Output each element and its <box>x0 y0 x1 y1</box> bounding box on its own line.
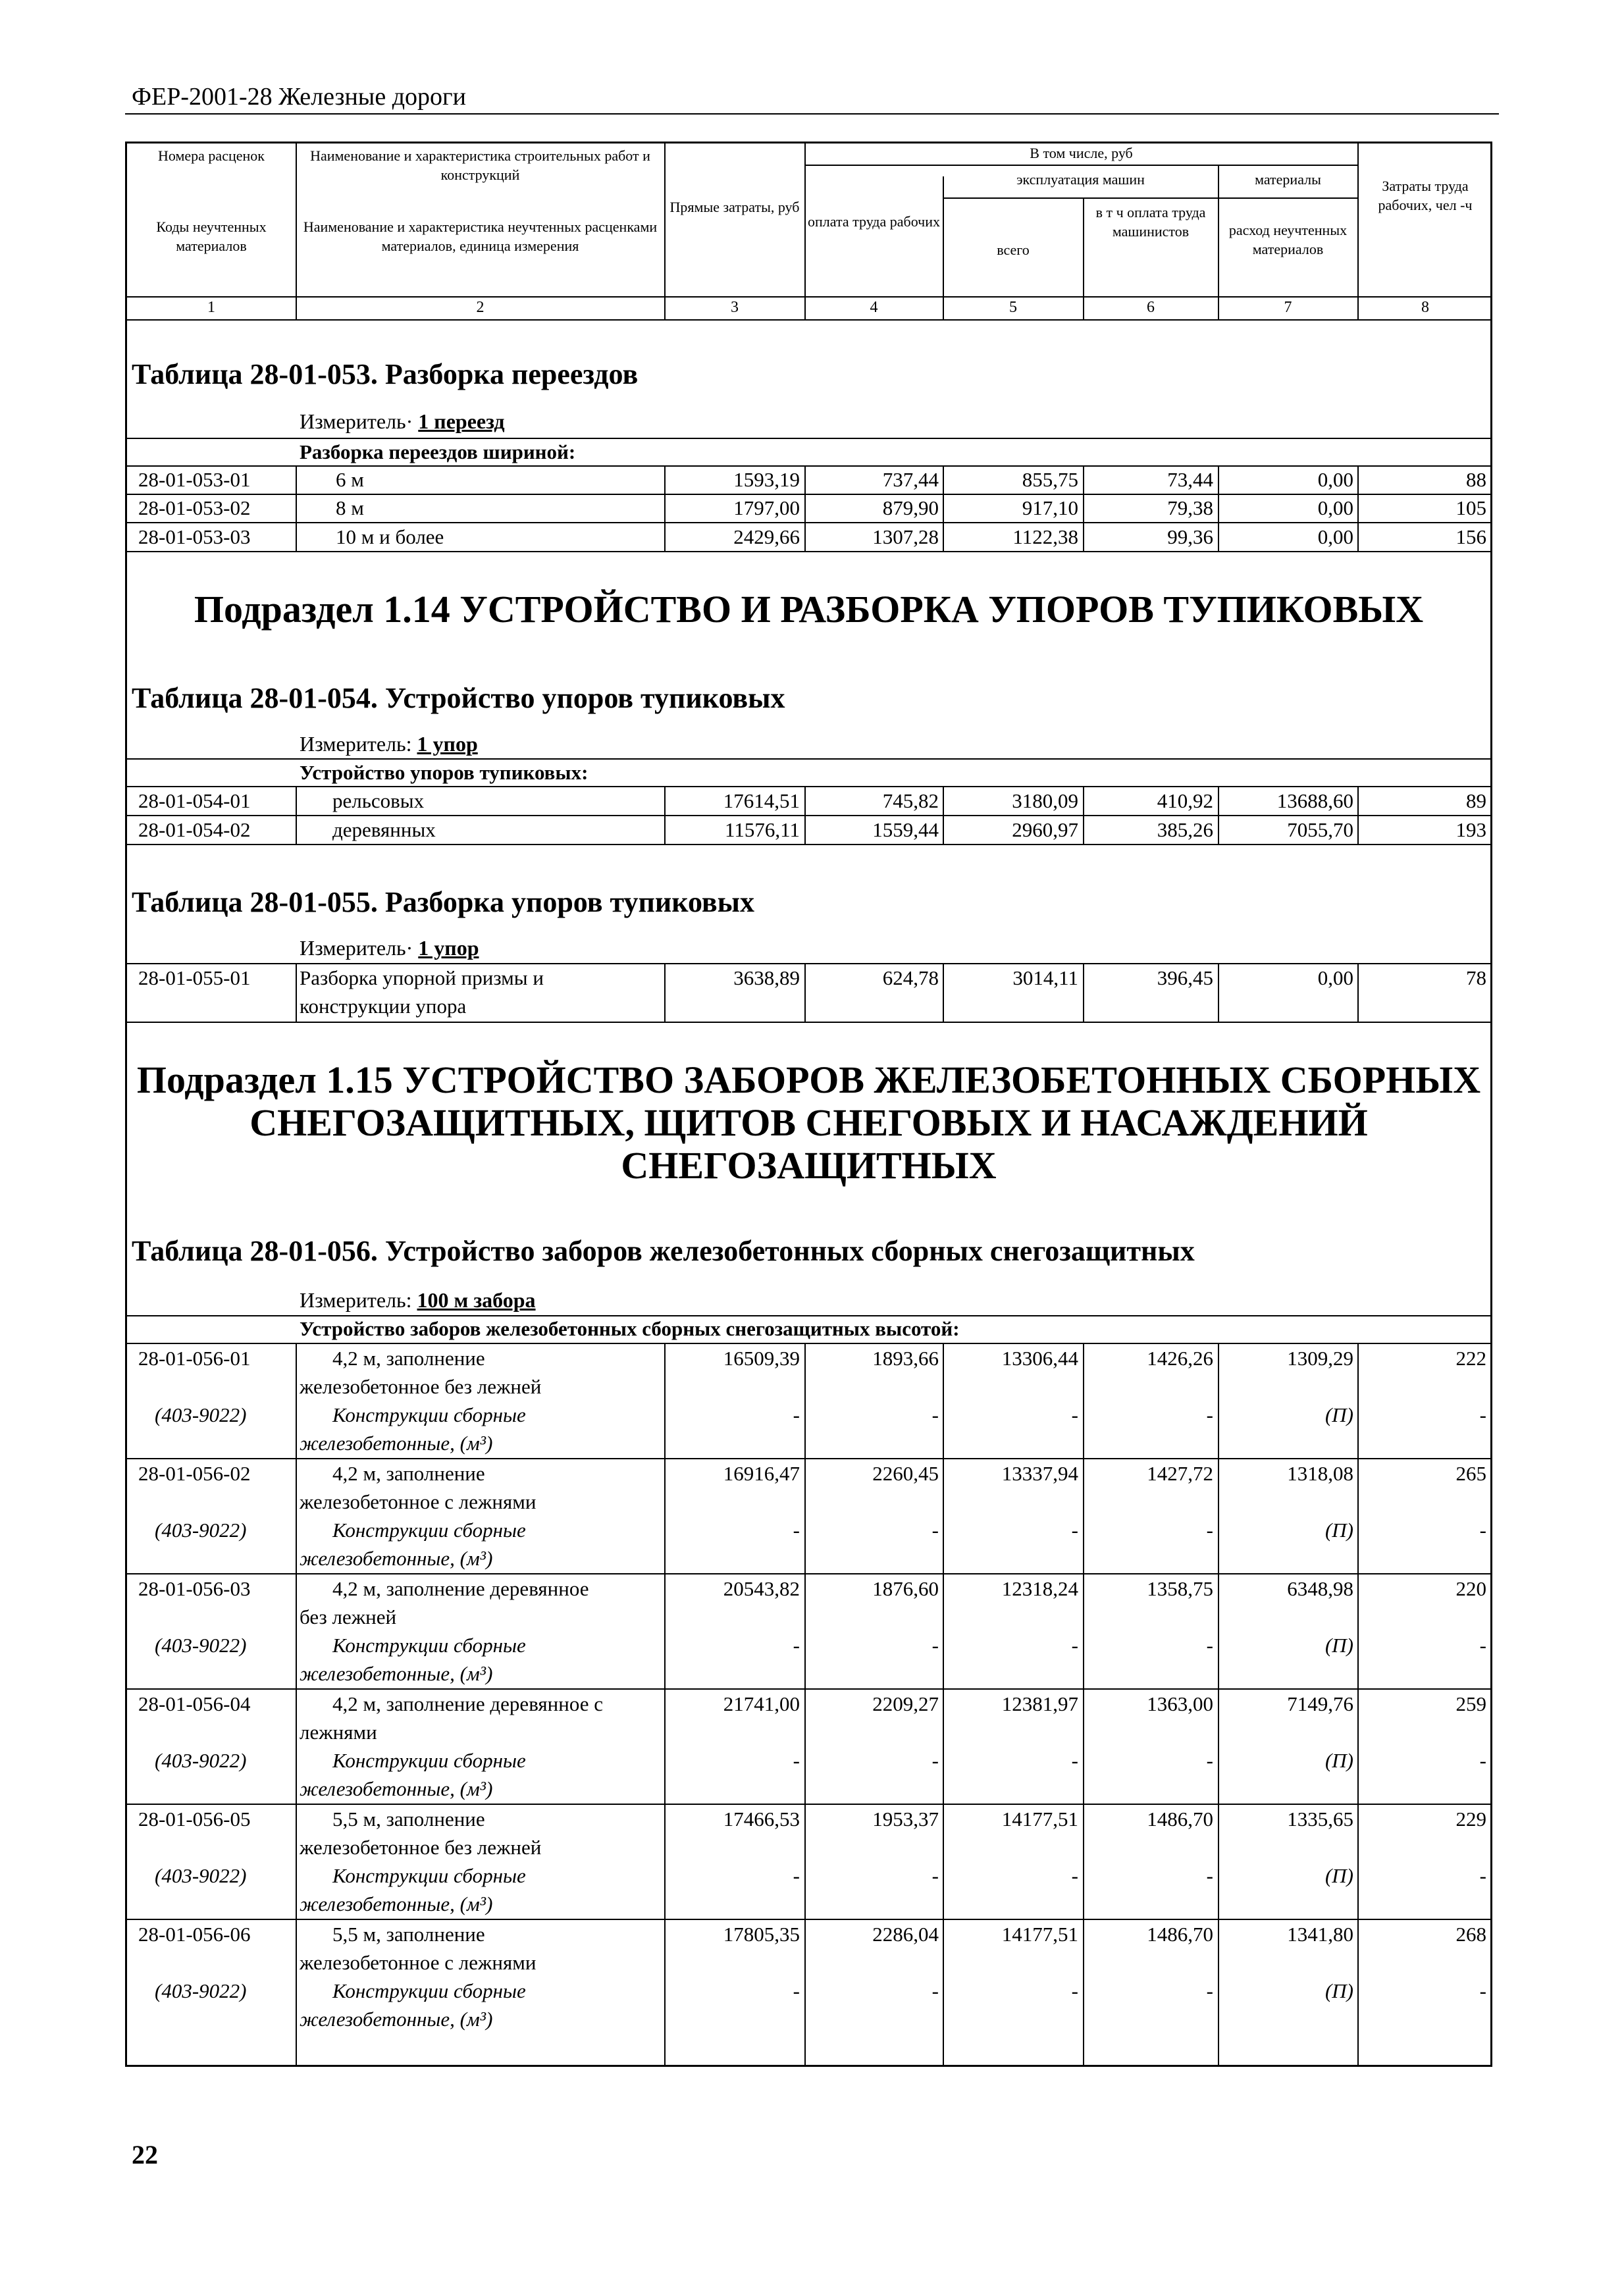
dash-cell: - <box>793 1634 800 1657</box>
cell-materials: 6348,98 <box>1287 1577 1353 1600</box>
cell-machinist-pay: 79,38 <box>1167 496 1213 519</box>
v-divider <box>804 786 806 844</box>
dash-cell: - <box>793 1403 800 1426</box>
cell-materials: 7055,70 <box>1287 818 1353 841</box>
row-code: 28-01-056-06 <box>138 1923 251 1946</box>
material-code: (403-9022) <box>155 1634 247 1657</box>
cell-labor-hours: 105 <box>1455 496 1486 519</box>
material-flag: (П) <box>1324 1864 1353 1887</box>
cell-machines-total: 13306,44 <box>1001 1347 1078 1370</box>
cell-materials: 7149,76 <box>1287 1692 1353 1715</box>
cell-labor-hours: 89 <box>1466 789 1486 812</box>
h-divider <box>804 165 1357 166</box>
cell-machines-total: 13337,94 <box>1001 1462 1078 1485</box>
row-name <box>300 1920 662 1977</box>
v-divider <box>1357 786 1359 844</box>
row-code: 28-01-055-01 <box>138 966 251 989</box>
h-divider <box>125 465 1492 467</box>
v-divider <box>296 142 297 319</box>
column-number: 6 <box>1147 299 1155 316</box>
cell-direct-costs: 2429,66 <box>733 525 800 548</box>
cell-machines-total: 2960,97 <box>1012 818 1078 841</box>
cell-direct-costs: 21741,00 <box>723 1692 800 1715</box>
dash-cell: - <box>1071 1749 1078 1772</box>
cell-labor-pay: 1893,66 <box>872 1347 939 1370</box>
dash-cell: - <box>1206 1403 1213 1426</box>
cell-machinist-pay: 1486,70 <box>1147 1923 1213 1946</box>
material-name-line: Конструкции сборные <box>332 1749 526 1772</box>
cell-labor-pay: 2260,45 <box>872 1462 939 1485</box>
row-code: 28-01-056-05 <box>138 1807 251 1831</box>
cell-labor-pay: 1876,60 <box>872 1577 939 1600</box>
cell-labor-pay: 2209,27 <box>872 1692 939 1715</box>
h-divider <box>125 758 1492 760</box>
row-name-line: 4,2 м, заполнение <box>332 1462 485 1485</box>
dash-cell: - <box>793 1519 800 1542</box>
v-divider <box>1357 465 1359 551</box>
cell-labor-hours: 268 <box>1455 1923 1486 1946</box>
page-number: 22 <box>132 2140 158 2170</box>
v-divider <box>943 1343 944 2067</box>
col5-header: всего <box>997 242 1030 258</box>
row-code: 28-01-056-03 <box>138 1577 251 1600</box>
cell-labor-hours: 259 <box>1455 1692 1486 1715</box>
v-divider <box>1083 786 1084 844</box>
material-name-line: железобетонные, (м³) <box>300 1777 493 1800</box>
col4-header: оплата труда рабочих <box>808 213 940 230</box>
dash-cell: - <box>931 1749 939 1772</box>
cell-labor-hours: 156 <box>1455 525 1486 548</box>
dash-cell: - <box>793 1979 800 2002</box>
material-name <box>300 1401 662 1457</box>
v-divider <box>1083 197 1084 319</box>
row-name: 6 м <box>336 468 364 491</box>
column-number: 3 <box>731 299 739 316</box>
cell-direct-costs: 1593,19 <box>733 468 800 491</box>
cell-machinist-pay: 99,36 <box>1167 525 1213 548</box>
row-code: 28-01-054-02 <box>138 818 251 841</box>
cell-machinist-pay: 1358,75 <box>1147 1577 1213 1600</box>
cell-direct-costs: 11576,11 <box>725 818 800 841</box>
v-divider <box>664 786 666 844</box>
row-name: 8 м <box>336 496 364 519</box>
material-code: (403-9022) <box>155 1864 247 1887</box>
cell-machinist-pay: 396,45 <box>1157 966 1213 989</box>
cell-labor-hours: 78 <box>1466 966 1486 989</box>
row-code: 28-01-056-02 <box>138 1462 251 1485</box>
cell-labor-pay: 1953,37 <box>872 1807 939 1831</box>
col1-header-bottom: Коды неучтенных материалов <box>156 219 267 254</box>
materials-header: материалы <box>1255 171 1321 188</box>
material-code: (403-9022) <box>155 1749 247 1772</box>
measure-unit: Измеритель· 1 переезд <box>300 409 505 433</box>
cell-labor-hours: 222 <box>1455 1347 1486 1370</box>
dash-cell: - <box>1206 1634 1213 1657</box>
row-name <box>300 1805 662 1861</box>
measure-unit: Измеритель: 100 м забора <box>300 1288 536 1312</box>
material-flag: (П) <box>1324 1634 1353 1657</box>
dash-cell: - <box>1479 1749 1486 1772</box>
cell-machines-total: 1122,38 <box>1012 525 1078 548</box>
v-divider <box>664 142 666 319</box>
dash-cell: - <box>1206 1864 1213 1887</box>
v-divider <box>664 465 666 551</box>
col2-header-top: Наименование и характеристика строительных работ и конструкций <box>310 147 650 183</box>
h-divider <box>125 522 1492 523</box>
v-divider <box>1083 1343 1084 2067</box>
h-divider <box>125 963 1492 964</box>
v-divider <box>804 465 806 551</box>
material-name <box>300 1746 662 1803</box>
material-flag: (П) <box>1324 1979 1353 2002</box>
cell-labor-pay: 1559,44 <box>872 818 939 841</box>
row-name-line: железобетонное без лежней <box>300 1375 542 1398</box>
cell-machines-total: 12381,97 <box>1001 1692 1078 1715</box>
col6-header: в т ч оплата труда машинистов <box>1095 204 1206 240</box>
v-divider <box>1357 1343 1359 2067</box>
cell-machines-total: 3180,09 <box>1012 789 1078 812</box>
row-name: 10 м и более <box>336 525 444 548</box>
row-name: деревянных <box>332 818 436 841</box>
cell-materials: 1335,65 <box>1287 1807 1353 1831</box>
cell-materials: 1318,08 <box>1287 1462 1353 1485</box>
h-divider <box>125 438 1492 439</box>
row-name <box>300 1459 662 1516</box>
row-name-line: железобетонное с лежнями <box>300 1490 537 1513</box>
cell-labor-hours: 88 <box>1466 468 1486 491</box>
material-name <box>300 1977 662 2033</box>
v-divider <box>1218 786 1219 844</box>
cell-direct-costs: 3638,89 <box>733 966 800 989</box>
material-name-line: железобетонные, (м³) <box>300 1662 493 1685</box>
subsection-heading: СНЕГОЗАЩИТНЫХ, ЩИТОВ СНЕГОВЫХ И НАСАЖДЕНИЙ <box>249 1101 1368 1144</box>
v-divider <box>804 1343 806 2067</box>
dash-cell: - <box>1071 1519 1078 1542</box>
material-name-line: железобетонные, (м³) <box>300 1432 493 1455</box>
v-divider <box>1218 1343 1219 2067</box>
dash-cell: - <box>793 1749 800 1772</box>
v-divider <box>1218 963 1219 1022</box>
col3-header: Прямые затраты, руб <box>669 199 800 215</box>
dash-cell: - <box>931 1864 939 1887</box>
including-header: В том числе, руб <box>1030 145 1133 161</box>
cell-direct-costs: 17614,51 <box>723 789 800 812</box>
dash-cell: - <box>931 1519 939 1542</box>
cell-machinist-pay: 1363,00 <box>1147 1692 1213 1715</box>
column-number: 2 <box>476 299 485 316</box>
machines-header: эксплуатация машин <box>1016 171 1145 188</box>
row-name-line: 5,5 м, заполнение <box>332 1923 485 1946</box>
cell-machines-total: 855,75 <box>1022 468 1078 491</box>
cell-labor-pay: 2286,04 <box>872 1923 939 1946</box>
material-name-line: железобетонные, (м³) <box>300 1892 493 1915</box>
col8-header: Затраты труда рабочих, чел -ч <box>1378 178 1473 213</box>
dash-cell: - <box>1071 1979 1078 2002</box>
material-name-line: Конструкции сборные <box>332 1403 526 1426</box>
row-name-line: 4,2 м, заполнение деревянное <box>332 1577 589 1600</box>
material-name-line: железобетонные, (м³) <box>300 1547 493 1570</box>
row-name-line: без лежней <box>300 1605 397 1628</box>
row-name: рельсовых <box>332 789 425 812</box>
material-code: (403-9022) <box>155 1979 247 2002</box>
measure-unit: Измеритель· 1 упор <box>300 936 479 960</box>
cell-machines-total: 12318,24 <box>1001 1577 1078 1600</box>
material-name-line: Конструкции сборные <box>332 1634 526 1657</box>
cell-machinist-pay: 73,44 <box>1167 468 1213 491</box>
dash-cell: - <box>1206 1979 1213 2002</box>
row-code: 28-01-056-01 <box>138 1347 251 1370</box>
dash-cell: - <box>1071 1864 1078 1887</box>
cell-materials: 0,00 <box>1317 468 1353 491</box>
cell-labor-hours: 229 <box>1455 1807 1486 1831</box>
cell-materials: 13688,60 <box>1276 789 1353 812</box>
table-title: Таблица 28-01-054. Устройство упоров тупиковых <box>132 682 785 714</box>
table-title: Таблица 28-01-053. Разборка переездов <box>132 358 639 390</box>
row-name: Разборка упорной призмы и <box>300 966 544 989</box>
material-flag: (П) <box>1324 1403 1353 1426</box>
dash-cell: - <box>1479 1519 1486 1542</box>
h-divider <box>125 844 1492 845</box>
v-divider <box>296 786 297 844</box>
cell-materials: 0,00 <box>1317 966 1353 989</box>
dash-cell: - <box>1071 1634 1078 1657</box>
row-code: 28-01-054-01 <box>138 789 251 812</box>
row-name-line: 4,2 м, заполнение <box>332 1347 485 1370</box>
material-name-line: Конструкции сборные <box>332 1519 526 1542</box>
cell-machinist-pay: 410,92 <box>1157 789 1213 812</box>
row-name-line: лежнями <box>300 1721 377 1744</box>
measure-unit: Измеритель: 1 упор <box>300 732 478 756</box>
v-divider <box>296 963 297 1022</box>
cell-machinist-pay: 1427,72 <box>1147 1462 1213 1485</box>
subsection-heading: СНЕГОЗАЩИТНЫХ <box>621 1144 997 1187</box>
v-divider <box>296 465 297 551</box>
dash-cell: - <box>1479 1403 1486 1426</box>
v-divider <box>943 963 944 1022</box>
material-flag: (П) <box>1324 1749 1353 1772</box>
dash-cell: - <box>1479 1634 1486 1657</box>
v-divider <box>664 963 666 1022</box>
cell-machines-total: 14177,51 <box>1001 1807 1078 1831</box>
group-heading: Устройство упоров тупиковых: <box>300 761 589 784</box>
dash-cell: - <box>931 1634 939 1657</box>
cell-direct-costs: 16916,47 <box>723 1462 800 1485</box>
v-divider <box>296 1343 297 2067</box>
row-code: 28-01-053-02 <box>138 496 251 519</box>
cell-machinist-pay: 385,26 <box>1157 818 1213 841</box>
cell-direct-costs: 20543,82 <box>723 1577 800 1600</box>
row-name <box>300 1344 662 1401</box>
dash-cell: - <box>1479 1979 1486 2002</box>
v-divider <box>804 142 806 319</box>
row-name <box>300 1574 662 1631</box>
h-divider <box>125 786 1492 787</box>
column-number: 5 <box>1009 299 1017 316</box>
v-divider <box>804 963 806 1022</box>
cell-direct-costs: 16509,39 <box>723 1347 800 1370</box>
running-header: ФЕР-2001-28 Железные дороги <box>132 83 466 111</box>
cell-labor-hours: 220 <box>1455 1577 1486 1600</box>
material-name <box>300 1631 662 1688</box>
col7-header: расход неучтенных материалов <box>1228 222 1348 257</box>
cell-direct-costs: 1797,00 <box>733 496 800 519</box>
col2-header-bottom: Наименование и характеристика неучтенных расценками материалов, единица измерения <box>303 219 658 254</box>
row-name: конструкции упора <box>300 995 467 1018</box>
material-code: (403-9022) <box>155 1403 247 1426</box>
v-divider <box>1357 142 1359 319</box>
v-divider <box>664 1343 666 2067</box>
cell-labor-hours: 265 <box>1455 1462 1486 1485</box>
cell-labor-pay: 737,44 <box>882 468 939 491</box>
column-number: 4 <box>870 299 878 316</box>
dash-cell: - <box>931 1979 939 2002</box>
cell-machinist-pay: 1486,70 <box>1147 1807 1213 1831</box>
material-code: (403-9022) <box>155 1519 247 1542</box>
row-name-line: железобетонное без лежней <box>300 1836 542 1859</box>
group-heading: Устройство заборов железобетонных сборных снегозащитных высотой: <box>300 1317 960 1340</box>
dash-cell: - <box>1206 1519 1213 1542</box>
table-title: Таблица 28-01-056. Устройство заборов железобетонных сборных снегозащитных <box>132 1235 1195 1267</box>
dash-cell: - <box>931 1403 939 1426</box>
cell-machinist-pay: 1426,26 <box>1147 1347 1213 1370</box>
h-divider <box>125 319 1492 321</box>
cell-materials: 0,00 <box>1317 496 1353 519</box>
cell-direct-costs: 17805,35 <box>723 1923 800 1946</box>
subsection-heading: Подраздел 1.14 УСТРОЙСТВО И РАЗБОРКА УПОРОВ ТУПИКОВЫХ <box>194 588 1424 631</box>
cell-labor-pay: 879,90 <box>882 496 939 519</box>
row-name-line: 4,2 м, заполнение деревянное с <box>332 1692 604 1715</box>
dash-cell: - <box>1206 1749 1213 1772</box>
cell-machines-total: 917,10 <box>1022 496 1078 519</box>
v-divider <box>1083 465 1084 551</box>
h-divider <box>125 815 1492 816</box>
cell-materials: 1309,29 <box>1287 1347 1353 1370</box>
v-divider <box>943 786 944 844</box>
row-code: 28-01-053-01 <box>138 468 251 491</box>
header-rule <box>125 113 1499 115</box>
cell-materials: 0,00 <box>1317 525 1353 548</box>
col1-header-top: Номера расценок <box>158 147 265 164</box>
column-number: 8 <box>1421 299 1429 316</box>
cell-labor-pay: 745,82 <box>882 789 939 812</box>
row-code: 28-01-056-04 <box>138 1692 251 1715</box>
cell-direct-costs: 17466,53 <box>723 1807 800 1831</box>
column-number: 1 <box>207 299 215 316</box>
material-name <box>300 1516 662 1573</box>
cell-machines-total: 3014,11 <box>1012 966 1078 989</box>
row-name-line: железобетонное с лежнями <box>300 1951 537 1974</box>
cell-materials: 1341,80 <box>1287 1923 1353 1946</box>
dash-cell: - <box>1071 1403 1078 1426</box>
h-divider <box>125 1022 1492 1023</box>
group-heading: Разборка переездов шириной: <box>300 440 576 463</box>
cell-machines-total: 14177,51 <box>1001 1923 1078 1946</box>
material-name-line: Конструкции сборные <box>332 1979 526 2002</box>
h-divider <box>125 551 1492 552</box>
v-divider <box>1218 465 1219 551</box>
subsection-heading: Подраздел 1.15 УСТРОЙСТВО ЗАБОРОВ ЖЕЛЕЗОБЕТОННЫХ СБОРНЫХ <box>136 1058 1481 1101</box>
material-name-line: железобетонные, (м³) <box>300 2008 493 2031</box>
dash-cell: - <box>1479 1864 1486 1887</box>
table-title: Таблица 28-01-055. Разборка упоров тупиковых <box>132 886 754 918</box>
cell-labor-pay: 1307,28 <box>872 525 939 548</box>
column-number: 7 <box>1284 299 1292 316</box>
h-divider <box>943 197 1357 199</box>
v-divider <box>1083 963 1084 1022</box>
cell-labor-hours: 193 <box>1455 818 1486 841</box>
row-name-line: 5,5 м, заполнение <box>332 1807 485 1831</box>
cell-labor-pay: 624,78 <box>882 966 939 989</box>
material-flag: (П) <box>1324 1519 1353 1542</box>
dash-cell: - <box>793 1864 800 1887</box>
material-name-line: Конструкции сборные <box>332 1864 526 1887</box>
h-divider <box>125 494 1492 495</box>
v-divider <box>943 465 944 551</box>
row-name <box>300 1690 662 1746</box>
row-code: 28-01-053-03 <box>138 525 251 548</box>
v-divider <box>1357 963 1359 1022</box>
material-name <box>300 1861 662 1918</box>
